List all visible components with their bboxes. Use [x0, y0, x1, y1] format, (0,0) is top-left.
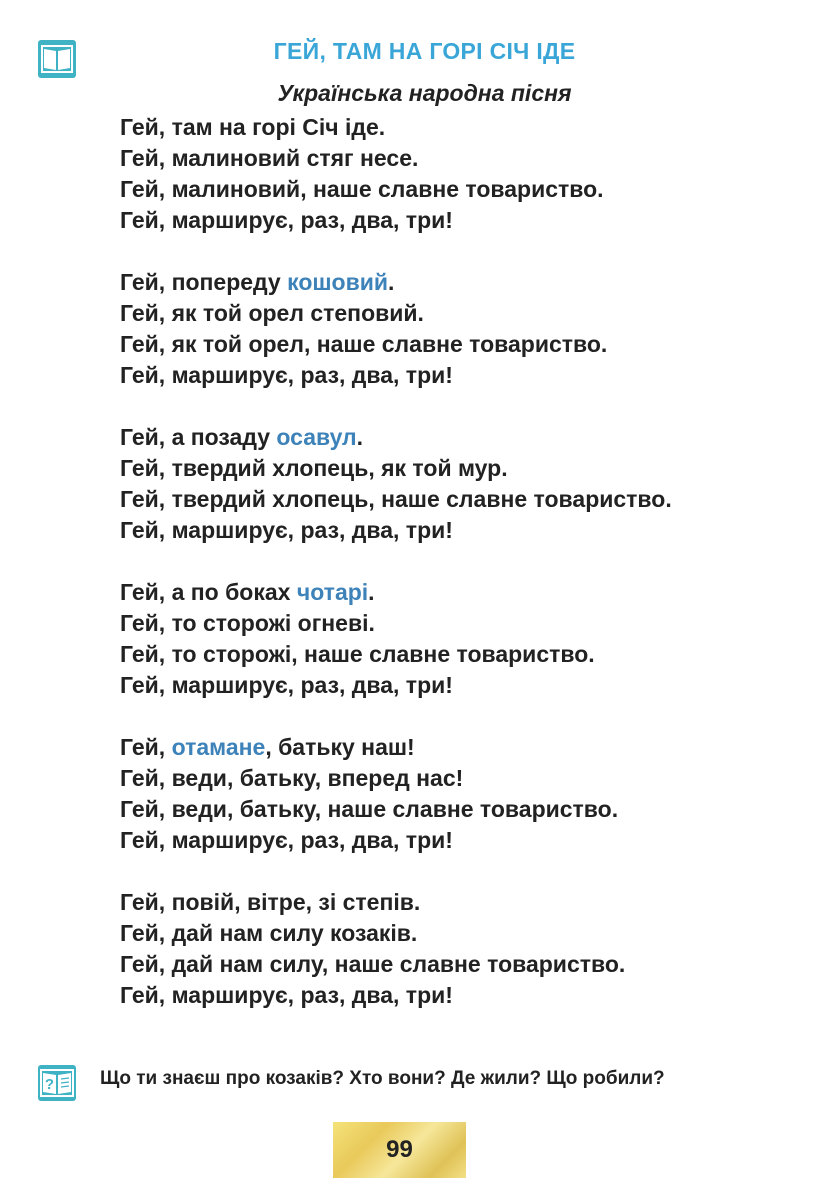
glossary-word: осавул [276, 424, 357, 450]
stanza [120, 112, 800, 236]
poem-line: Гей, малиновий стяг несе. [120, 145, 419, 171]
page-number: 99 [386, 1136, 413, 1163]
poem-line: Гей, то сторожі, наше славне товариство. [120, 641, 595, 667]
poem-line: Гей, повій, вітре, зі степів. [120, 889, 421, 915]
glossary-word: отамане [171, 734, 266, 760]
poem-line: Гей, дай нам силу козаків. [120, 920, 418, 946]
glossary-word: чотарі [296, 579, 369, 605]
poem-line: Гей, попереду кошовий. [120, 269, 395, 295]
poem-line: Гей, а позаду осавул. [120, 424, 364, 450]
poem-line: Гей, марширує, раз, два, три! [120, 362, 453, 388]
stanza [120, 732, 800, 856]
poem-line: Гей, отамане, батьку наш! [120, 734, 415, 760]
poem-line: Гей, марширує, раз, два, три! [120, 982, 453, 1008]
poem-line: Гей, веди, батьку, наше славне товариство. [120, 796, 619, 822]
stanza [120, 577, 800, 701]
poem-line: Гей, марширує, раз, два, три! [120, 827, 453, 853]
poem-line: Гей, твердий хлопець, як той мур. [120, 455, 508, 481]
question-book-icon [38, 1065, 76, 1101]
stanza [120, 267, 800, 391]
poem-line: Гей, малиновий, наше славне товариство. [120, 176, 604, 202]
poem-line: Гей, як той орел, наше славне товариство. [120, 331, 608, 357]
poem-line: Гей, там на горі Січ іде. [120, 114, 386, 140]
poem [120, 112, 800, 1042]
page-number-badge [333, 1122, 466, 1178]
poem-line: Гей, дай нам силу, наше славне товариство. [120, 951, 626, 977]
poem-line: Гей, твердий хлопець, наше славне товариство. [120, 486, 672, 512]
stanza [120, 887, 800, 1011]
poem-line: Гей, марширує, раз, два, три! [120, 207, 453, 233]
glossary-word: кошовий [287, 269, 389, 295]
poem-line: Гей, як той орел степовий. [120, 300, 424, 326]
stanza [120, 422, 800, 546]
poem-line: Гей, веди, батьку, вперед нас! [120, 765, 464, 791]
svg-text:?: ? [44, 1076, 55, 1093]
poem-line: Гей, марширує, раз, два, три! [120, 517, 453, 543]
poem-line: Гей, то сторожі огневі. [120, 610, 375, 636]
page-title: ГЕЙ, ТАМ НА ГОРІ СІЧ ІДЕ [273, 38, 576, 64]
question-text: Що ти знаєш про козаків? Хто вони? Де жили? Що робили? [100, 1068, 665, 1089]
poem-line: Гей, а по боках чотарі. [120, 579, 375, 605]
subtitle: Українська народна пісня [277, 80, 572, 106]
poem-line: Гей, марширує, раз, два, три! [120, 672, 453, 698]
